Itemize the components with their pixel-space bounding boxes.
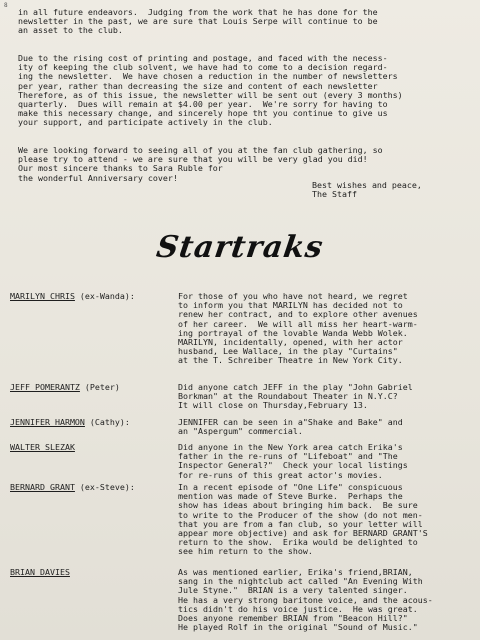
entry-name: BERNARD GRANT <box>10 482 75 492</box>
entry-name-label <box>10 483 135 492</box>
entry-text: For those of you who have not heard, we regret to inform you that MARILYN has decided not to renew her contract, and to explore other avenues of her career. We will all miss her heart-warm- ing portrayal of the lovable Wanda Webb Wolek. MARILYN, incidentally, opened, with her actor husband, Lee Wallace, in the play "Curtains" at the T. Schreiber Theatre in New York City. <box>178 291 418 366</box>
entry-name-label <box>10 418 130 427</box>
entry-name-label <box>10 383 120 392</box>
entry-name: JEFF POMERANTZ <box>10 382 80 392</box>
entry-role: (Cathy): <box>84 417 130 427</box>
intro-paragraph-1: in all future endeavors. Judging from the work that he has done for the newsletter in the past, we are sure that Louis Serpe will continue to be an asset to the club. <box>18 7 378 36</box>
section-title: Startraks <box>154 230 326 265</box>
entry-role: (ex-Wanda): <box>74 291 135 301</box>
entry-name-label <box>10 568 70 577</box>
intro-paragraph-3: We are looking forward to seeing all of you at the fan club gathering, so please try to attend - we are sure that you will be very glad you did! Our most sincere thanks to Sara Ruble for the wonderful Anniversary cover! <box>18 145 383 183</box>
entry-text: In a recent episode of "One Life" conspicuous mention was made of Steve Burke. Perhaps the show has ideas about bringing him back. Be sure to write to the Producer of the show (do not men- that you are from a fan club, so your letter will appear more objective) and ask for BERNARD GRANT'S return to the show. Erika would be delighted to see him return to the show. <box>178 482 428 557</box>
page-corner-mark: 8 <box>4 2 8 9</box>
entry-text: JENNIFER can be seen in a"Shake and Bake" and an "Aspergum" commercial. <box>178 417 403 437</box>
entry-name-label <box>10 443 75 452</box>
entry-role: (Peter) <box>79 382 120 392</box>
entry-role: (ex-Steve): <box>74 482 135 492</box>
entry-text: Did anyone in the New York area catch Erika's father in the re-runs of "Lifeboat" and "The Inspector General?" Check your local listings for re-runs of this great actor's movies. <box>178 442 408 480</box>
entry-text: Did anyone catch JEFF in the play "John Gabriel Borkman" at the Roundabout Theater in N.Y.C? It will close on Thursday,February 13. <box>178 382 413 411</box>
entry-name: MARILYN CHRIS <box>10 291 75 301</box>
entry-name-label <box>10 292 135 301</box>
entry-name: JENNIFER HARMON <box>10 417 85 427</box>
staff-signoff: Best wishes and peace, The Staff <box>312 180 422 200</box>
entry-text: As was mentioned earlier, Erika's friend,BRIAN, sang in the nightclub act called "An Evening With Jule Styne." BRIAN is a very talented singer. He has a very strong baritone voice, and the acous- tics didn't do his voice justice. He was great. Does anyone remember BRIAN from "Beacon Hill?" He played Rolf in the original "Sound of Music." <box>178 567 433 633</box>
entry-name: BRIAN DAVIES <box>10 567 70 577</box>
entry-name: WALTER SLEZAK <box>10 442 75 452</box>
intro-paragraph-2: Due to the rising cost of printing and postage, and faced with the necess- ity of keeping the club solvent, we have had to come to a decision regard- ing the newsletter. We have chosen a reduction in the number of newsletters per year, rather than decreasing the size and content of each newsletter Therefore, as of this issue, the newsletter will be sent out (every 3 months) quarterly. Dues will remain at $4.00 per year. We're sorry for having to make this necessary change, and sincerely hope tht you continue to give us your support, and participate actively in the club. <box>18 53 403 128</box>
